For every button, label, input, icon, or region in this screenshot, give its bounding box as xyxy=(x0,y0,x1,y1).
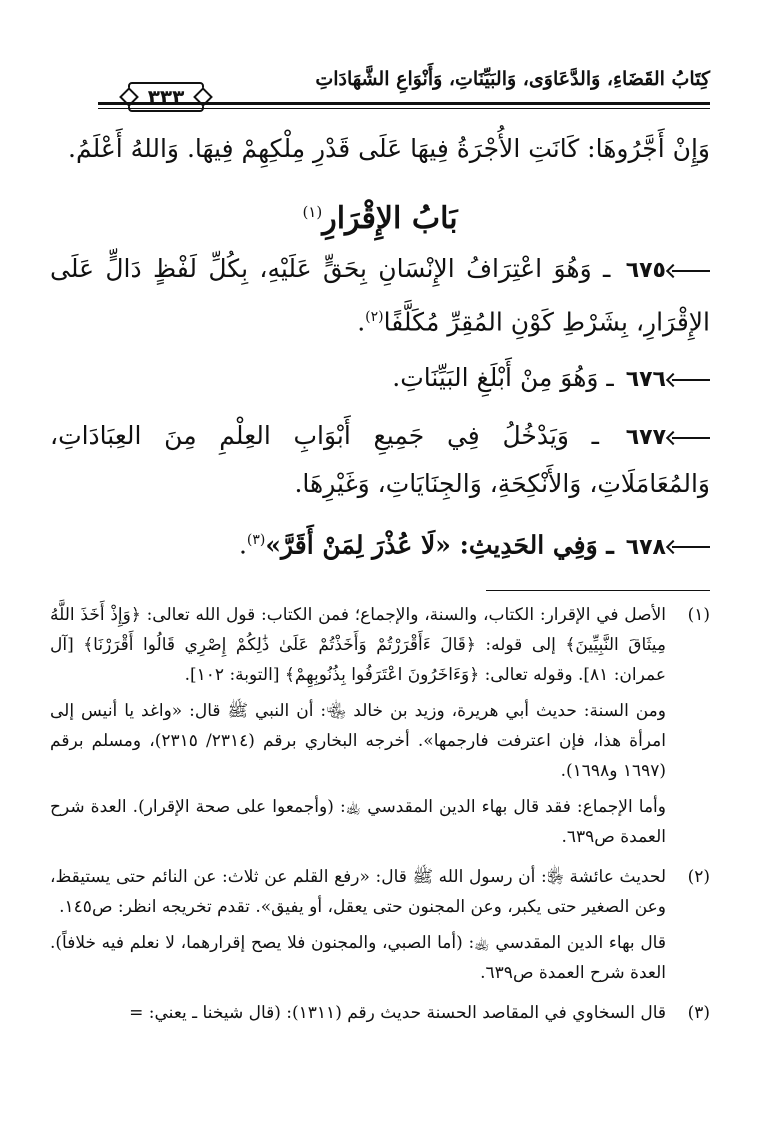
item-tail: . xyxy=(357,307,366,337)
section-footnote-ref: (١) xyxy=(302,203,323,221)
dash-arrow-icon xyxy=(672,270,710,272)
footnote-text xyxy=(50,862,666,994)
footnote-paragraph: ومن السنة: حديث أبي هريرة، وزيد بن خالد ﵄: أن النبي ﷺ قال: «واغد يا أنيس إلى امرأة هذا، فإن اعترفت فارجمها». أخرجه البخاري برقم (٢٣١٤/ ٢٣١٥)، ومسلم برقم (١٦٩٧ و١٦٩٨). xyxy=(50,701,667,781)
numbered-item xyxy=(50,355,710,403)
numbered-item xyxy=(50,413,710,507)
dash-arrow-icon xyxy=(672,546,710,548)
footnote xyxy=(50,862,710,994)
item-footnote-ref: (٣) xyxy=(246,532,266,549)
page-number-badge: ٣٣٣ xyxy=(128,82,204,112)
dash-arrow-icon xyxy=(672,379,710,381)
section-title-text: بَابُ الإِقْرَارِ xyxy=(322,201,458,236)
footnote xyxy=(50,600,710,858)
footnote-paragraph: قال السخاوي في المقاصد الحسنة حديث رقم (١٣١١): (قال شيخنا ـ يعني: = xyxy=(129,1003,666,1023)
item-text: ـ وَيَدْخُلُ فِي جَمِيعِ أَبْوَابِ العِلْمِ مِنَ العِبَادَاتِ، وَالمُعَامَلَاتِ، وَالأَنْكِحَةِ، وَالجِنَايَاتِ، وَغَيْرِهَا. xyxy=(50,421,710,499)
item-text: ـ وَهُوَ اعْتِرَافُ الإِنْسَانِ بِحَقٍّ عَلَيْهِ، بِكُلِّ لَفْظٍ دَالٍّ عَلَى الإِقْرَارِ، بِشَرْطِ كَوْنِ المُقِرِّ مُكَلَّفًا xyxy=(50,254,710,337)
page-header xyxy=(98,64,710,110)
chapter-title: كِتَابُ القَضَاءِ، وَالدَّعَاوَى، وَالبَيِّنَاتِ، وَأَنْوَاعِ الشَّهَادَاتِ xyxy=(315,68,710,90)
item-footnote-ref: (٢) xyxy=(365,309,384,325)
dash-arrow-icon xyxy=(672,437,710,439)
item-marker xyxy=(622,413,710,461)
footnote-number: (١) xyxy=(687,605,710,625)
footnotes xyxy=(50,600,710,1038)
item-marker xyxy=(622,246,710,294)
footnote-paragraph: الأصل في الإقرار: الكتاب، والسنة، والإجماع؛ فمن الكتاب: قول الله تعالى: ﴿وَإِذْ أَخَذَ اللَّهُ مِيثَاقَ النَّبِيِّينَ﴾ إلى قوله: ﴿قَالَ ءَأَقْرَرْتُمْ وَأَخَذْتُمْ عَلَىٰ ذَٰلِكُمْ إِصْرِي قَالُوا أَقْرَرْنَا﴾ [آل عمران: ٨١]. وقوله تعالى: ﴿وَءَاخَرُونَ اعْتَرَفُوا بِذُنُوبِهِمْ﴾ [التوبة: ١٠٢]. xyxy=(50,605,666,685)
intro-paragraph: وَإِنْ أَجَّرُوهَا: كَانَتِ الأُجْرَةُ فِيهَا عَلَى قَدْرِ مِلْكِهِمْ فِيهَا. وَاللهُ أَعْلَمُ. xyxy=(68,134,710,163)
header-rule-thin xyxy=(98,108,710,109)
item-number: ٦٧٨ xyxy=(625,534,666,560)
item-marker xyxy=(622,523,710,571)
item-text: ـ وَهُوَ مِنْ أَبْلَغِ البَيِّنَاتِ. xyxy=(392,363,614,393)
item-number: ٦٧٥ xyxy=(625,258,666,283)
header-rule xyxy=(98,102,710,105)
item-text: ـ وَفِي الحَدِيثِ: «لَا عُذْرَ لِمَنْ أَقَرَّ» xyxy=(265,530,614,560)
footnote-paragraph: وأما الإجماع: فقد قال بهاء الدين المقدسي ﵀: (وأجمعوا على صحة الإقرار). العدة شرح العمدة ص٦٣٩. xyxy=(50,797,666,847)
footnote-paragraph: لحديث عائشة ﵂: أن رسول الله ﷺ قال: «رفع القلم عن ثلاث: عن النائم حتى يستيقظ، وعن الصغير حتى يكبر، وعن المجنون حتى يعقل، أو يفيق». تقدم تخريجه انظر: ص١٤٥. xyxy=(50,867,666,917)
footnote-text xyxy=(50,998,666,1034)
numbered-item xyxy=(50,517,710,570)
section-title xyxy=(50,186,710,238)
footnote-separator xyxy=(486,590,710,591)
numbered-item xyxy=(50,246,710,345)
item-number: ٦٧٧ xyxy=(625,425,667,451)
footnote-number: (٣) xyxy=(687,1003,710,1023)
main-text xyxy=(50,126,710,581)
footnote-paragraph: قال بهاء الدين المقدسي ﵀: (أما الصبي، والمجنون فلا يصح إقرارهما، لا نعلم فيه خلافاً). العدة شرح العمدة ص٦٣٩. xyxy=(50,933,666,983)
item-marker xyxy=(622,355,710,403)
item-tail: . xyxy=(238,530,247,560)
footnote xyxy=(50,998,710,1034)
footnote-text xyxy=(50,600,666,858)
footnote-number: (٢) xyxy=(687,867,710,887)
item-number: ٦٧٦ xyxy=(625,367,666,393)
